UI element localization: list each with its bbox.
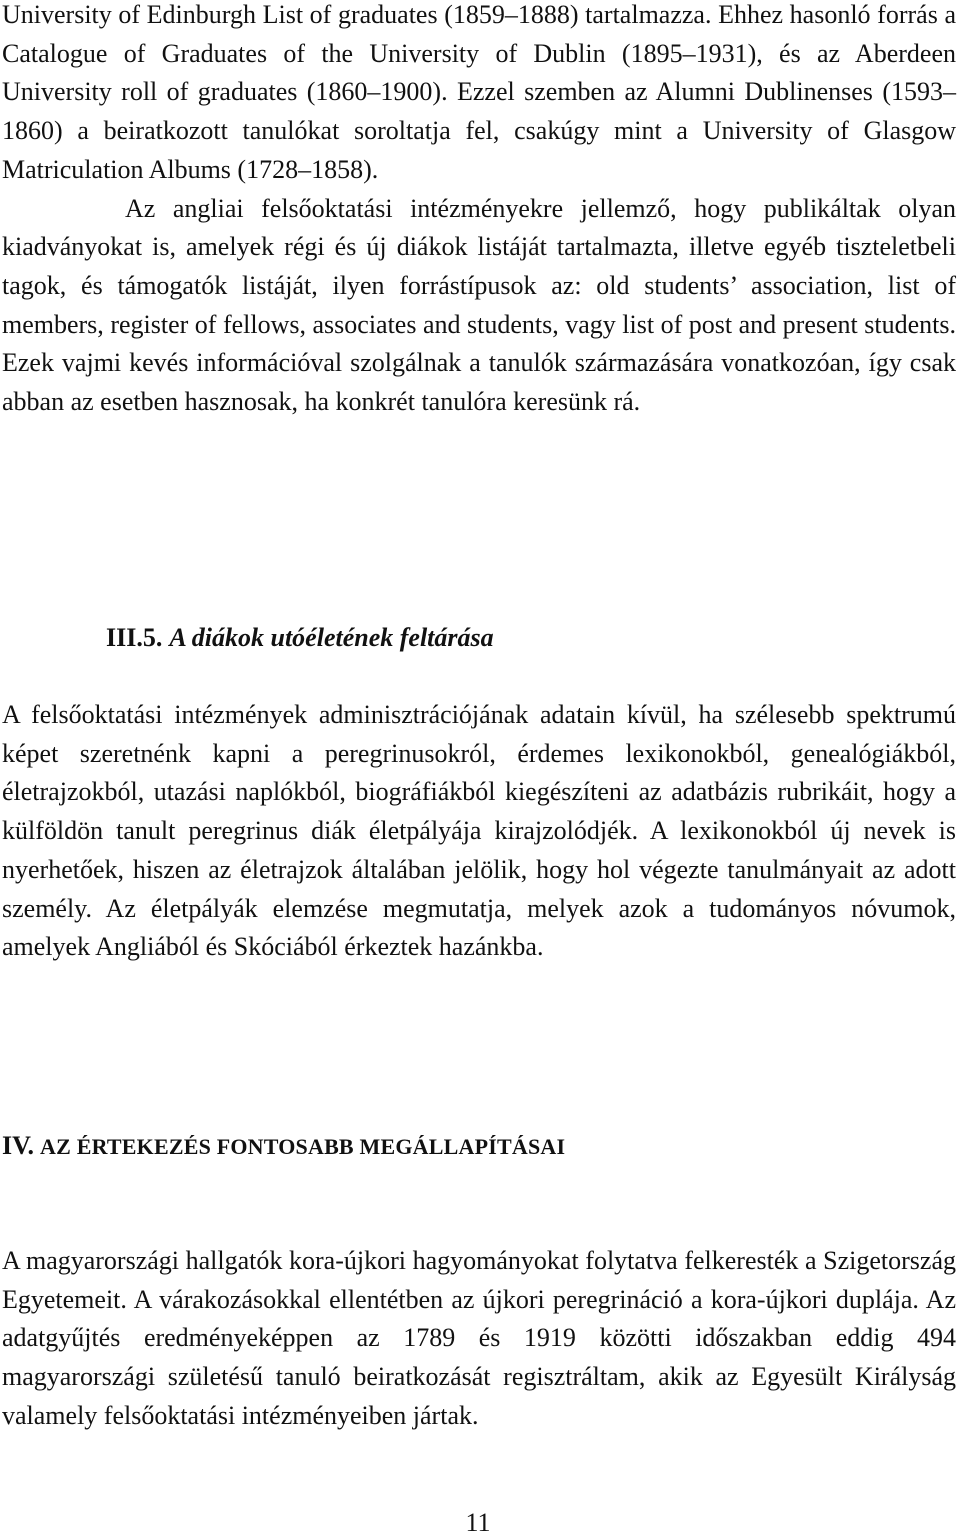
paragraph-later-life: A felsőoktatási intézmények adminisztrációjának adatain kívül, ha szélesebb spektrumú képet szeretnénk kapni a peregrinusokról, érdemes lexikonokból, genealógiákból, életrajzokból, utazási naplókból, biográfiákból kiegészíteni az adatbázis rubrikáit, hogy a külföldön tanult peregrinus diák életpályája kirajzolódjék. A lexikonokból új nevek is nyerhetőek, hiszen az életrajzok általában jelölik, hogy hol végezte tanulmányait az adott személy. Az életpályák elemzése megmutatja, melyek azok a tudományos nóvumok, amelyek Angliából és Skóciából érkeztek hazánkba.: [2, 700, 956, 962]
section-heading: [106, 619, 494, 657]
paragraph-graduate-lists-part2: Az angliai felsőoktatási intézményekre jellemző, hogy publikáltak olyan kiadványokat is, amelyek régi és új diákok listáját tartalmazta, illetve egyéb tiszteletbeli tagok, és támogatók listáját, ilyen forrástípusok az: old students’ association, list of members, register of fellows, associates and students, vagy list of post and present students. Ezek vajmi kevés információval szolgálnak a tanulók származására vonatkozóan, így csak abban az esetben hasznosak, ha konkrét tanulóra keresünk rá.: [2, 193, 956, 417]
chapter-title: AZ ÉRTEKEZÉS FONTOSABB MEGÁLLAPÍTÁSAI: [40, 1134, 566, 1159]
paragraph-graduate-lists: [2, 0, 956, 422]
paragraph-main-findings: A magyarországi hallgatók kora-újkori hagyományokat folytatva felkeresték a Szigetország Egyetemeit. A várakozásokkal ellentétben az újkori peregrináció a kora-újkori duplája. Az adatgyűjtés eredményeképpen az 1789 és 1919 közötti időszakban eddig 494 magyarországi születésű tanuló beiratkozását regisztráltam, akik az Egyesült Királyság valamely felsőoktatási intézményeiben jártak.: [2, 1246, 956, 1430]
paragraph-graduate-lists-part1: University of Edinburgh List of graduates (1859–1888) tartalmazza. Ehhez hasonló forrás a Catalogue of Graduates of the University of Dublin (1895–1931), és az Aberdeen University roll of graduates (1860–1900). Ezzel szemben az Alumni Dublinenses (1593–1860) a beiratkozott tanulókat soroltatja fel, csakúgy mint a University of Glasgow Matriculation Albums (1728–1858).: [2, 0, 956, 184]
chapter-heading: [2, 1123, 565, 1167]
section-title: A diákok utóéletének feltárása: [169, 623, 494, 652]
section-number: III.5.: [106, 623, 163, 652]
page-number: 11: [465, 1508, 491, 1537]
chapter-number: IV.: [2, 1131, 35, 1160]
